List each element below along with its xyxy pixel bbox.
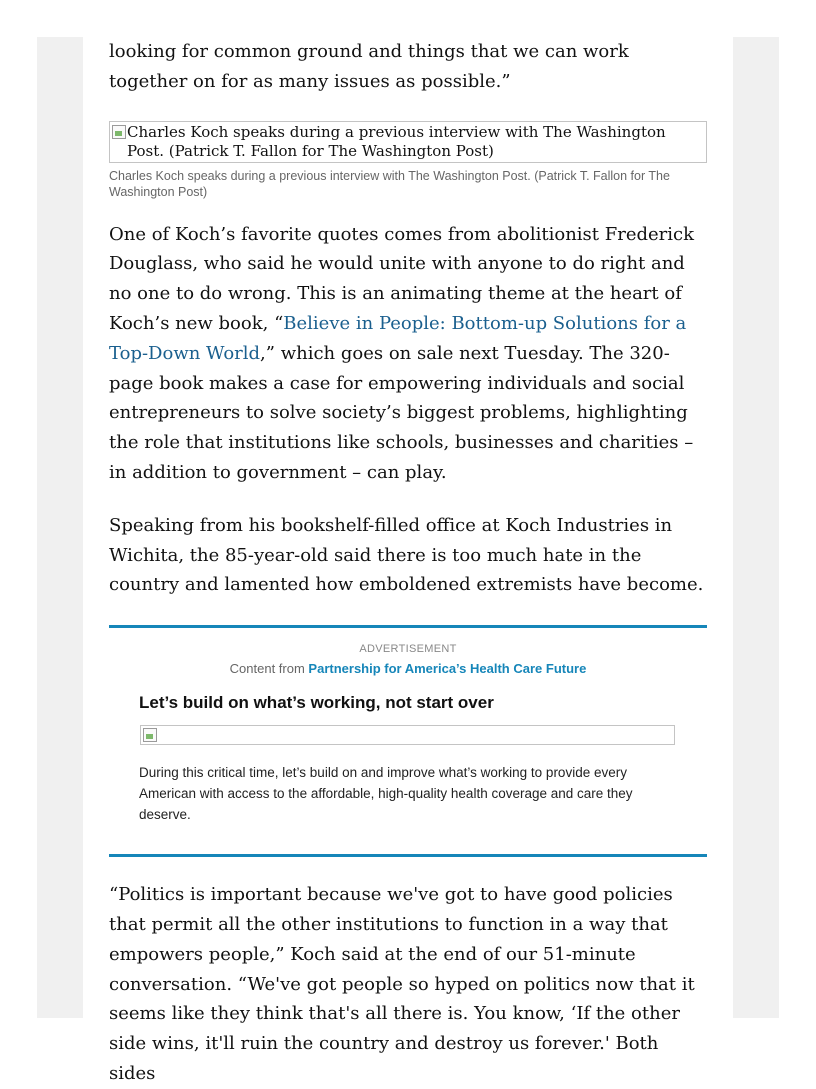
ad-headline[interactable]: Let’s build on what’s working, not start over (139, 693, 494, 713)
paragraph-text-after-link: ,” which goes on sale next Tuesday. The 320-page book makes a case for empowering individuals and social entrepreneurs to solve society’s biggest problems, highlighting the role that institutions like schools, businesses and charities – in addition to government – can play. (109, 342, 694, 483)
book-link[interactable]: Believe in People: Bottom-up Solutions for a Top-Down World (109, 312, 687, 364)
broken-image-icon (112, 125, 126, 139)
advertisement-block[interactable] (109, 625, 707, 857)
broken-image-icon (143, 728, 157, 742)
ad-sponsor-prefix: Content from (229, 661, 309, 677)
left-gutter (37, 37, 83, 1018)
ad-image[interactable] (140, 725, 675, 745)
ad-body-text: During this critical time, let’s build on and improve what’s working to provide every American with access to the affordable, high-quality health coverage and care they deserve. (139, 765, 633, 823)
paragraph-top: looking for common ground and things that we can work together on for as many issues as possible.” (109, 41, 629, 92)
ad-sponsor-line (109, 661, 707, 676)
paragraph-wichita: Speaking from his bookshelf-filled office at Koch Industries in Wichita, the 85-year-old said there is too much hate in the country and lamented how emboldened extremists have become. (109, 514, 704, 596)
ad-label: ADVERTISEMENT (359, 643, 457, 656)
paragraph-douglass (109, 220, 707, 488)
image-caption: Charles Koch speaks during a previous interview with The Washington Post. (Patrick T. Fallon for The Washington Post) (109, 168, 670, 199)
article-figure (109, 121, 707, 200)
paragraph-politics: “Politics is important because we've got to have good policies that permit all the other institutions to function in a way that empowers people,” Koch said at the end of our 51-minute conversation. “We've got people so hyped on politics now that it seems like they think that's all there is. You know, ‘If the other side wins, it'll ruin the country and destroy us forever.' Both sides (109, 884, 695, 1084)
image-alt-text: Charles Koch speaks during a previous interview with The Washington Post. (Patrick T. Fallon for The Washington Post) (127, 122, 666, 160)
article-column (109, 37, 707, 1084)
paragraph-text-before-link: One of Koch’s favorite quotes comes from abolitionist Frederick Douglass, who said he would unite with anyone to do right and no one to do wrong. This is an animating theme at the heart of Koch’s new book, “ (109, 223, 694, 334)
article-image[interactable] (109, 121, 707, 163)
ad-sponsor-name[interactable]: Partnership for America’s Health Care Future (308, 661, 587, 677)
right-gutter (733, 37, 779, 1018)
